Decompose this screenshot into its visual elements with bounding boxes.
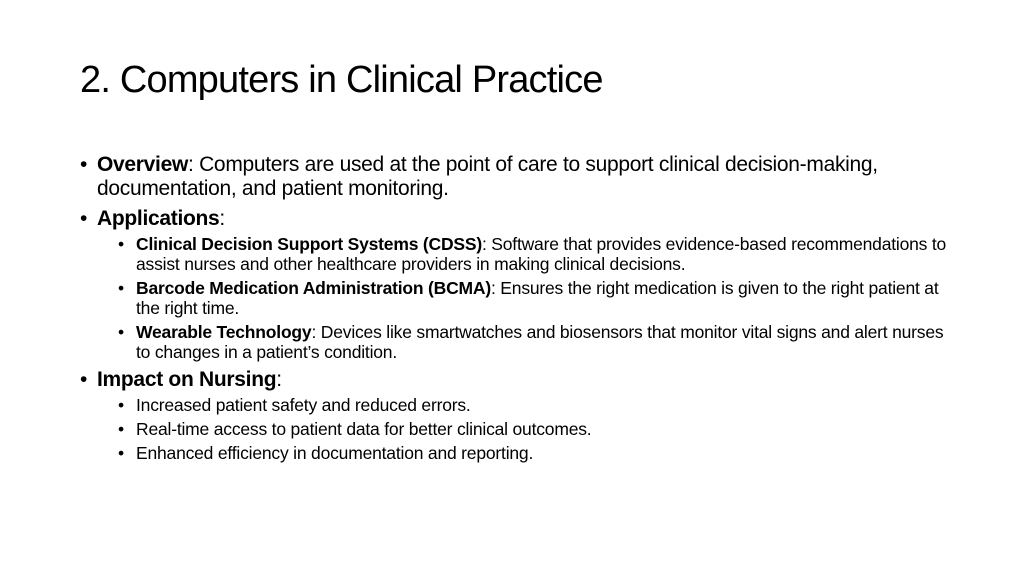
impact-item-text: Enhanced efficiency in documentation and reporting. (136, 443, 534, 463)
impact-text: : (276, 368, 282, 391)
bcma-text: : Ensures the right medication is given to the right patient at the right time. (136, 278, 939, 318)
bullet-dot-icon: • (80, 207, 88, 230)
wearable-term: Wearable Technology (136, 322, 312, 342)
bullet-dot-icon: • (118, 395, 124, 415)
list-item (117, 419, 948, 439)
impact-list (78, 395, 948, 463)
applications-text: : (219, 207, 225, 230)
overview-text: : Computers are used at the point of care to support clinical decision-making, documentation, and patient monitoring. (97, 153, 878, 200)
list-item-cdss (117, 234, 948, 274)
bullet-dot-icon: • (80, 368, 88, 391)
list-item-wearable (117, 322, 948, 362)
applications-term: Applications (97, 207, 220, 230)
cdss-term: Clinical Decision Support Systems (CDSS) (136, 234, 482, 254)
impact-item-text: Real-time access to patient data for better clinical outcomes. (136, 419, 592, 439)
bcma-term: Barcode Medication Administration (BCMA) (136, 278, 491, 298)
wearable-text: : Devices like smartwatches and biosensors that monitor vital signs and alert nurses to changes in a patient’s condition. (136, 322, 944, 362)
bullet-impact (78, 368, 948, 392)
list-item (117, 443, 948, 463)
bullet-dot-icon: • (80, 153, 88, 176)
impact-term: Impact on Nursing (97, 368, 277, 391)
bullet-dot-icon: • (118, 234, 124, 254)
slide-title: 2. Computers in Clinical Practice (80, 59, 603, 101)
bullet-dot-icon: • (118, 419, 124, 439)
slide-content (78, 153, 948, 463)
bullet-applications (78, 207, 948, 231)
bullet-dot-icon: • (118, 443, 124, 463)
bullet-overview (78, 153, 948, 201)
list-item (117, 395, 948, 415)
impact-item-text: Increased patient safety and reduced errors. (136, 395, 471, 415)
cdss-text: : Software that provides evidence-based recommendations to assist nurses and other healthcare providers in making clinical decisions. (136, 234, 947, 274)
list-item-bcma (117, 278, 948, 318)
overview-term: Overview (97, 153, 188, 176)
applications-list (78, 234, 948, 362)
bullet-dot-icon: • (118, 322, 124, 342)
bullet-dot-icon: • (118, 278, 124, 298)
